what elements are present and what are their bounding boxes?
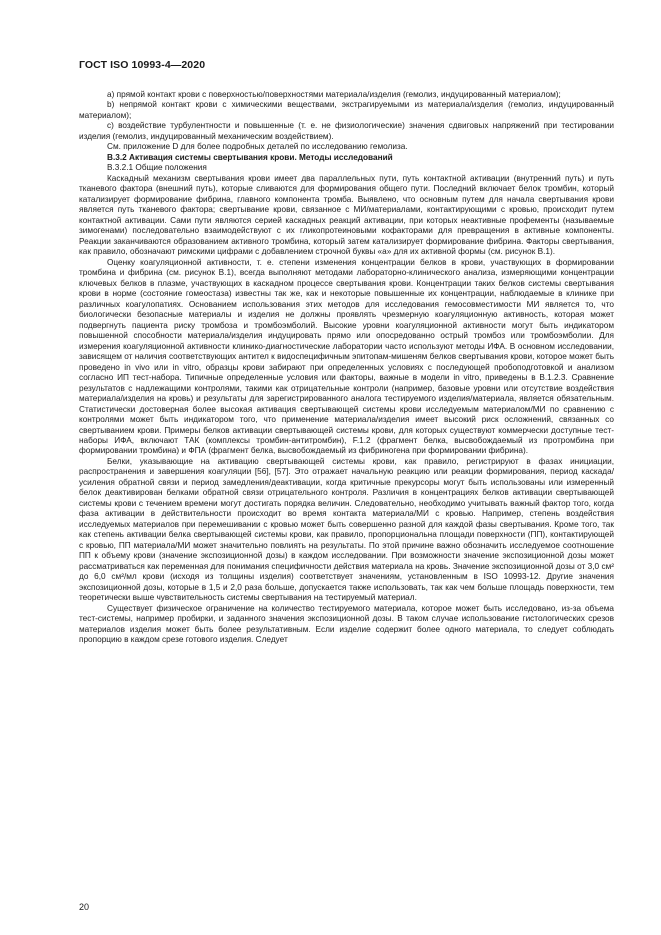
subsection-heading: В.3.2.1 Общие положения — [107, 163, 207, 173]
paragraph-b: b) непрямой контакт крови с химическими веществами, экстрагируемыми из материала/изделия (гемолиз, индуцированный материалом); — [79, 100, 614, 120]
page-number: 20 — [79, 902, 90, 912]
paragraph-cascade: Каскадный механизм свертывания крови имеет два параллельных пути, путь контактной активации (внутренний путь) и путь тканевого фактора (внешний путь), которые сливаются для формирования общего пути. Последний включает белок тромбин, который катализирует формирование фибрина, главного компонента тромба. Выявлено, что основным путем для начала свертывания крови является путь тканевого фактора; свертывание крови, связанное с МИ/материалами, контактирующими с кровью, происходит путем контактной активации. Сами пути являются серией каскадных реакций активации, при которых неактивные профементы (называемые зимогенами) последовательно взаимодействуют с их гликопротеиновыми кофакторами для превращения в активные компоненты. Реакции заканчиваются образованием активного тромбина, который затем катализирует формирование фибрина. Факторы свертывания, как правило, обозначают римскими цифрами с добавлением строчной буквы «а» для их активной формы (см. рисунок В.1). — [79, 173, 614, 257]
document-header: ГОСТ ISO 10993-4—2020 — [79, 59, 206, 71]
paragraph-coagulation-assessment: Оценку коагуляционной активности, т. е. степени изменения концентрации белков в крови, участвующих в формировании тромбина и фибрина (см. рисунок В.1), всегда выполняют методами лабораторно-клинического анализа, измеряющими концентрации ключевых белков в плазме, участвующих в каскадном процессе свертывания крови. Концентрации таких белков системы свертывания крови в норме (состояние гомеостаза) известны так же, как и некоторые повышенные их концентрации, наблюдаемые в клинике при различных коагулопатиях. Основанием использования этих методов для исследования гемосовместимости МИ является то, что биологически безопасные материалы и изделия не должны проявлять чрезмерную коагуляционную активность, которая может подвергнуть пациента риску тромбоза и тромбоэмболий. Высокие уровни коагуляционной активности могут быть индикатором повышенной способности материала/изделия индуцировать прямо или опосредованно острый тромбоз или тромбоэмболии. Для измерения коагуляционной активности клинико-диагностические лаборатории часто используют методы ИФА. В основном исследовании, зависящем от наличия соответствующих антител к видоспецифичным эпитопам-мишеням белков свертывания крови, которое может быть проведено in vivo или in vitro, образцы крови забирают при определенных условиях с последующей пробоподготовкой и анализом согласно ИП тест-набора. Типичные определенные условия или факторы, важные в модели in vitro, приведены в В.1.2.3. Сравнение результатов с надлежащими контролями, такими как отрицательные контроли (например, базовые уровни или отсутствие воздействия материала/изделия на кровь) и результаты для зарегистрированного аналога тестируемого изделия/материала, является обязательным. Статистически достоверная более высокая активация свертывающей системы крови исследуемым материалом/МИ по сравнению с контролями может быть индикатором того, что применение материала/изделия имеет высокий риск осложнений, связанных со свертыванием крови. Примеры белков активации свертывающей системы крови, для которых существуют коммерчески доступные тест-наборы ИФА, включают ТАК (комплексы тромбин-антитромбин), F.1.2 (фрагмент белка, высвобождаемый из протромбина при формировании тромбина) и ФПА (фрагмент белка, высвобождаемый из фибриногена при формировании фибрина). — [79, 257, 614, 456]
paragraph-see-annex: См. приложение D для более подробных деталей по исследованию гемолиза. — [107, 142, 408, 152]
paragraph-physical-limit: Существует физическое ограничение на количество тестируемого материала, которое может быть исследовано, из-за объема тест-системы, например пробирки, и заданного значения экспозиционной дозы. В таком случае использование гистологических срезов материалов изделия может быть более результативным. Если изделие содержит более одного материала, то следует соблюдать пропорцию в каждом срезе готового изделия. Следует — [79, 603, 614, 645]
paragraph-activation-proteins: Белки, указывающие на активацию свертывающей системы крови, как правило, регистрируют в фазах инициации, распространения и завершения коагуляции [56], [57]. Это отражает начальную реакцию или реакции формирования, период каскада/усиления обратной связи и период замедления/деактивации, когда критичные прекурсоры могут быть использованы или измеренный белок деактивирован белками обратной связи отрицательного контроля. Различия в концентрациях белков активации свертывающей системы крови с течением времени могут достигать порядка величин. Следовательно, необходимо учитывать важный фактор того, когда фаза активации в действительности происходит во время контакта материала/МИ с кровью. Например, степень воздействия исследуемых материалов при перемешивании с кровью может быть совершенно разной для каждой фазы свертывания. Кроме того, так как степень активации белка свертывающей системы крови, как правило, пропорциональна площади поверхности (ПП), контактирующей с кровью, ПП материала/МИ может значительно повлиять на результаты. По этой причине важно обозначить исследуемое соотношение ПП к объему крови (значение экспозиционной дозы) в каждом исследовании. При возможности значение экспозиционной дозы может рассматриваться как переменная для понимания специфичности действия материала на кровь. Значение экспозиционной дозы от 3,0 см² до 6,0 см²/мл крови (исходя из толщины изделия) соответствует значениям, установленным в ISO 10993-12. Другие значения экспозиционной дозы, которые в 1,5 и 2,0 раза больше, допускается также использовать, так как чем больше площадь поверхности, тем теоретически выше чувствительность системы свертывания на тестируемый материал. — [79, 456, 614, 603]
paragraph-c: с) воздействие турбулентности и повышенные (т. е. не физиологические) значения сдвиговых напряжений при тестировании изделия (гемолиз, индуцированный механическим воздействием). — [79, 121, 614, 141]
paragraph-a: а) прямой контакт крови с поверхностью/поверхностями материала/изделия (гемолиз, индуцированный материалом); — [107, 90, 561, 99]
document-body — [79, 90, 614, 646]
section-heading: В.3.2 Активация системы свертывания крови. Методы исследований — [107, 152, 393, 162]
